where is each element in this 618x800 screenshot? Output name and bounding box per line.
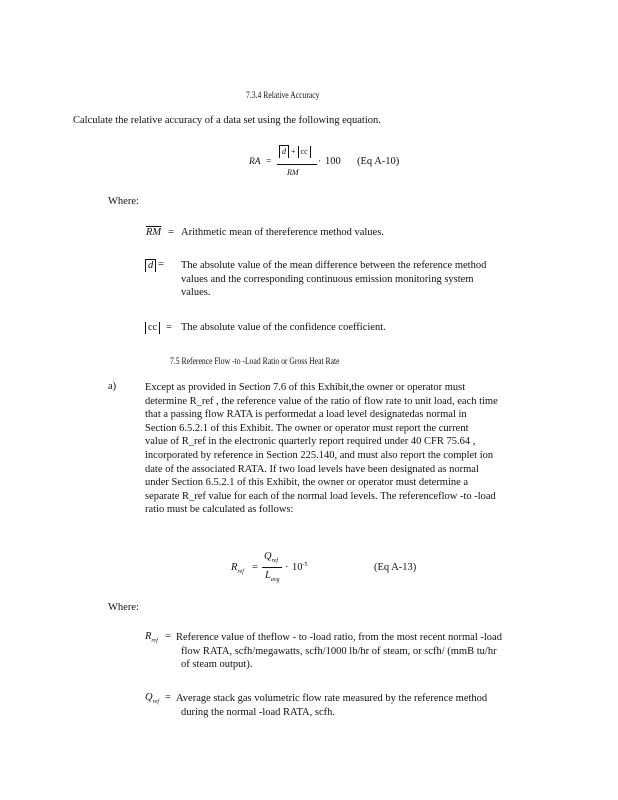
where-label-2: Where:	[108, 602, 139, 613]
def-d-equals: =	[158, 259, 164, 270]
eq-numerator	[279, 145, 311, 158]
def-cc-equals: =	[166, 322, 172, 333]
eq-fraction-bar	[277, 164, 317, 165]
def-qref-text: Average stack gas volumetric flow rate measured by the reference method during the normal -load RATA, scfh.	[176, 693, 488, 718]
def-rref-symbol: $R_{ref}$	[145, 631, 158, 644]
eq-equals: =	[266, 157, 272, 167]
def-d-symbol: d	[145, 259, 156, 272]
eq13-factor: $10^{-5}$	[292, 562, 308, 573]
eq-num-d: d	[279, 145, 289, 158]
eq-num-cc: cc	[298, 146, 311, 158]
def-qref-equals: =	[165, 692, 171, 703]
eq13-label: (Eq A-13)	[374, 562, 417, 573]
item-label-a: a)	[108, 381, 117, 392]
def-cc-symbol: cc	[145, 322, 160, 334]
def-qref-symbol: $Q_{ref}$	[145, 692, 160, 705]
def-rm-symbol: $\overline{RM}$	[146, 227, 162, 238]
def-rref-equals: =	[165, 631, 171, 642]
eq13-equals: =	[252, 562, 258, 573]
eq-label: (Eq A-10)	[357, 156, 400, 167]
def-cc-text: The absolute value of the confidence coefficient.	[181, 322, 386, 333]
eq-num-plus: +	[291, 147, 296, 156]
def-d-text: The absolute value of the mean difference between the reference method values and the corresponding continuous emission monitoring system values.	[181, 260, 487, 299]
intro-sentence: Calculate the relative accuracy of a data set using the following equation.	[73, 115, 381, 126]
eq13-fraction-bar	[262, 567, 282, 568]
def-rm-text: Arithmetic mean of thereference method values.	[181, 227, 384, 238]
eq13-times: ·	[285, 562, 289, 573]
def-rref-text: Reference value of theflow - to -load ratio, from the most recent normal -load flow RATA, scfh/megawatts, scfh/1000 lb/hr of steam, or scfh/ (mmB tu/hr of steam output).	[176, 632, 502, 671]
eq13-numerator: $Q_{ref}$	[264, 551, 279, 564]
eq-factor: 100	[325, 156, 341, 167]
section-heading-75: 7.5 Reference Flow -to -Load Ratio or Gross Heat Rate	[170, 356, 340, 366]
eq-lhs-ra: RA	[249, 157, 261, 167]
eq13-denominator: $L_{avg}$	[265, 570, 280, 583]
eq-times: ·	[318, 157, 322, 167]
section-heading-734: 7.3.4 Relative Accuracy	[246, 90, 320, 100]
where-label: Where:	[108, 196, 139, 207]
def-rm-equals: =	[168, 227, 174, 238]
eq-denominator-rm: RM	[287, 168, 299, 177]
paragraph-a: Except as provided in Section 7.6 of this Exhibit,the owner or operator must determine R_ref , the reference value of the ratio of flow rate to unit load, each time that a passing flow RATA is performedat a load level designatedas normal in Section 6.5.2.1 of this Exhibit. The owner or operator must report the current value of R_ref in the electronic quarterly report required under 40 CFR 75.64 , incorporated by reference in Section 225.140, and must also report the complet ion date of the associated RATA. If two load levels have been designated as normal under Section 6.5.2.1 of this Exhibit, the owner or operator must determine a separate R_ref value for each of the normal load levels. The referenceflow -to -load ratio must be calculated as follows:	[145, 382, 498, 516]
eq13-lhs: $R_{ref}$	[231, 562, 244, 575]
